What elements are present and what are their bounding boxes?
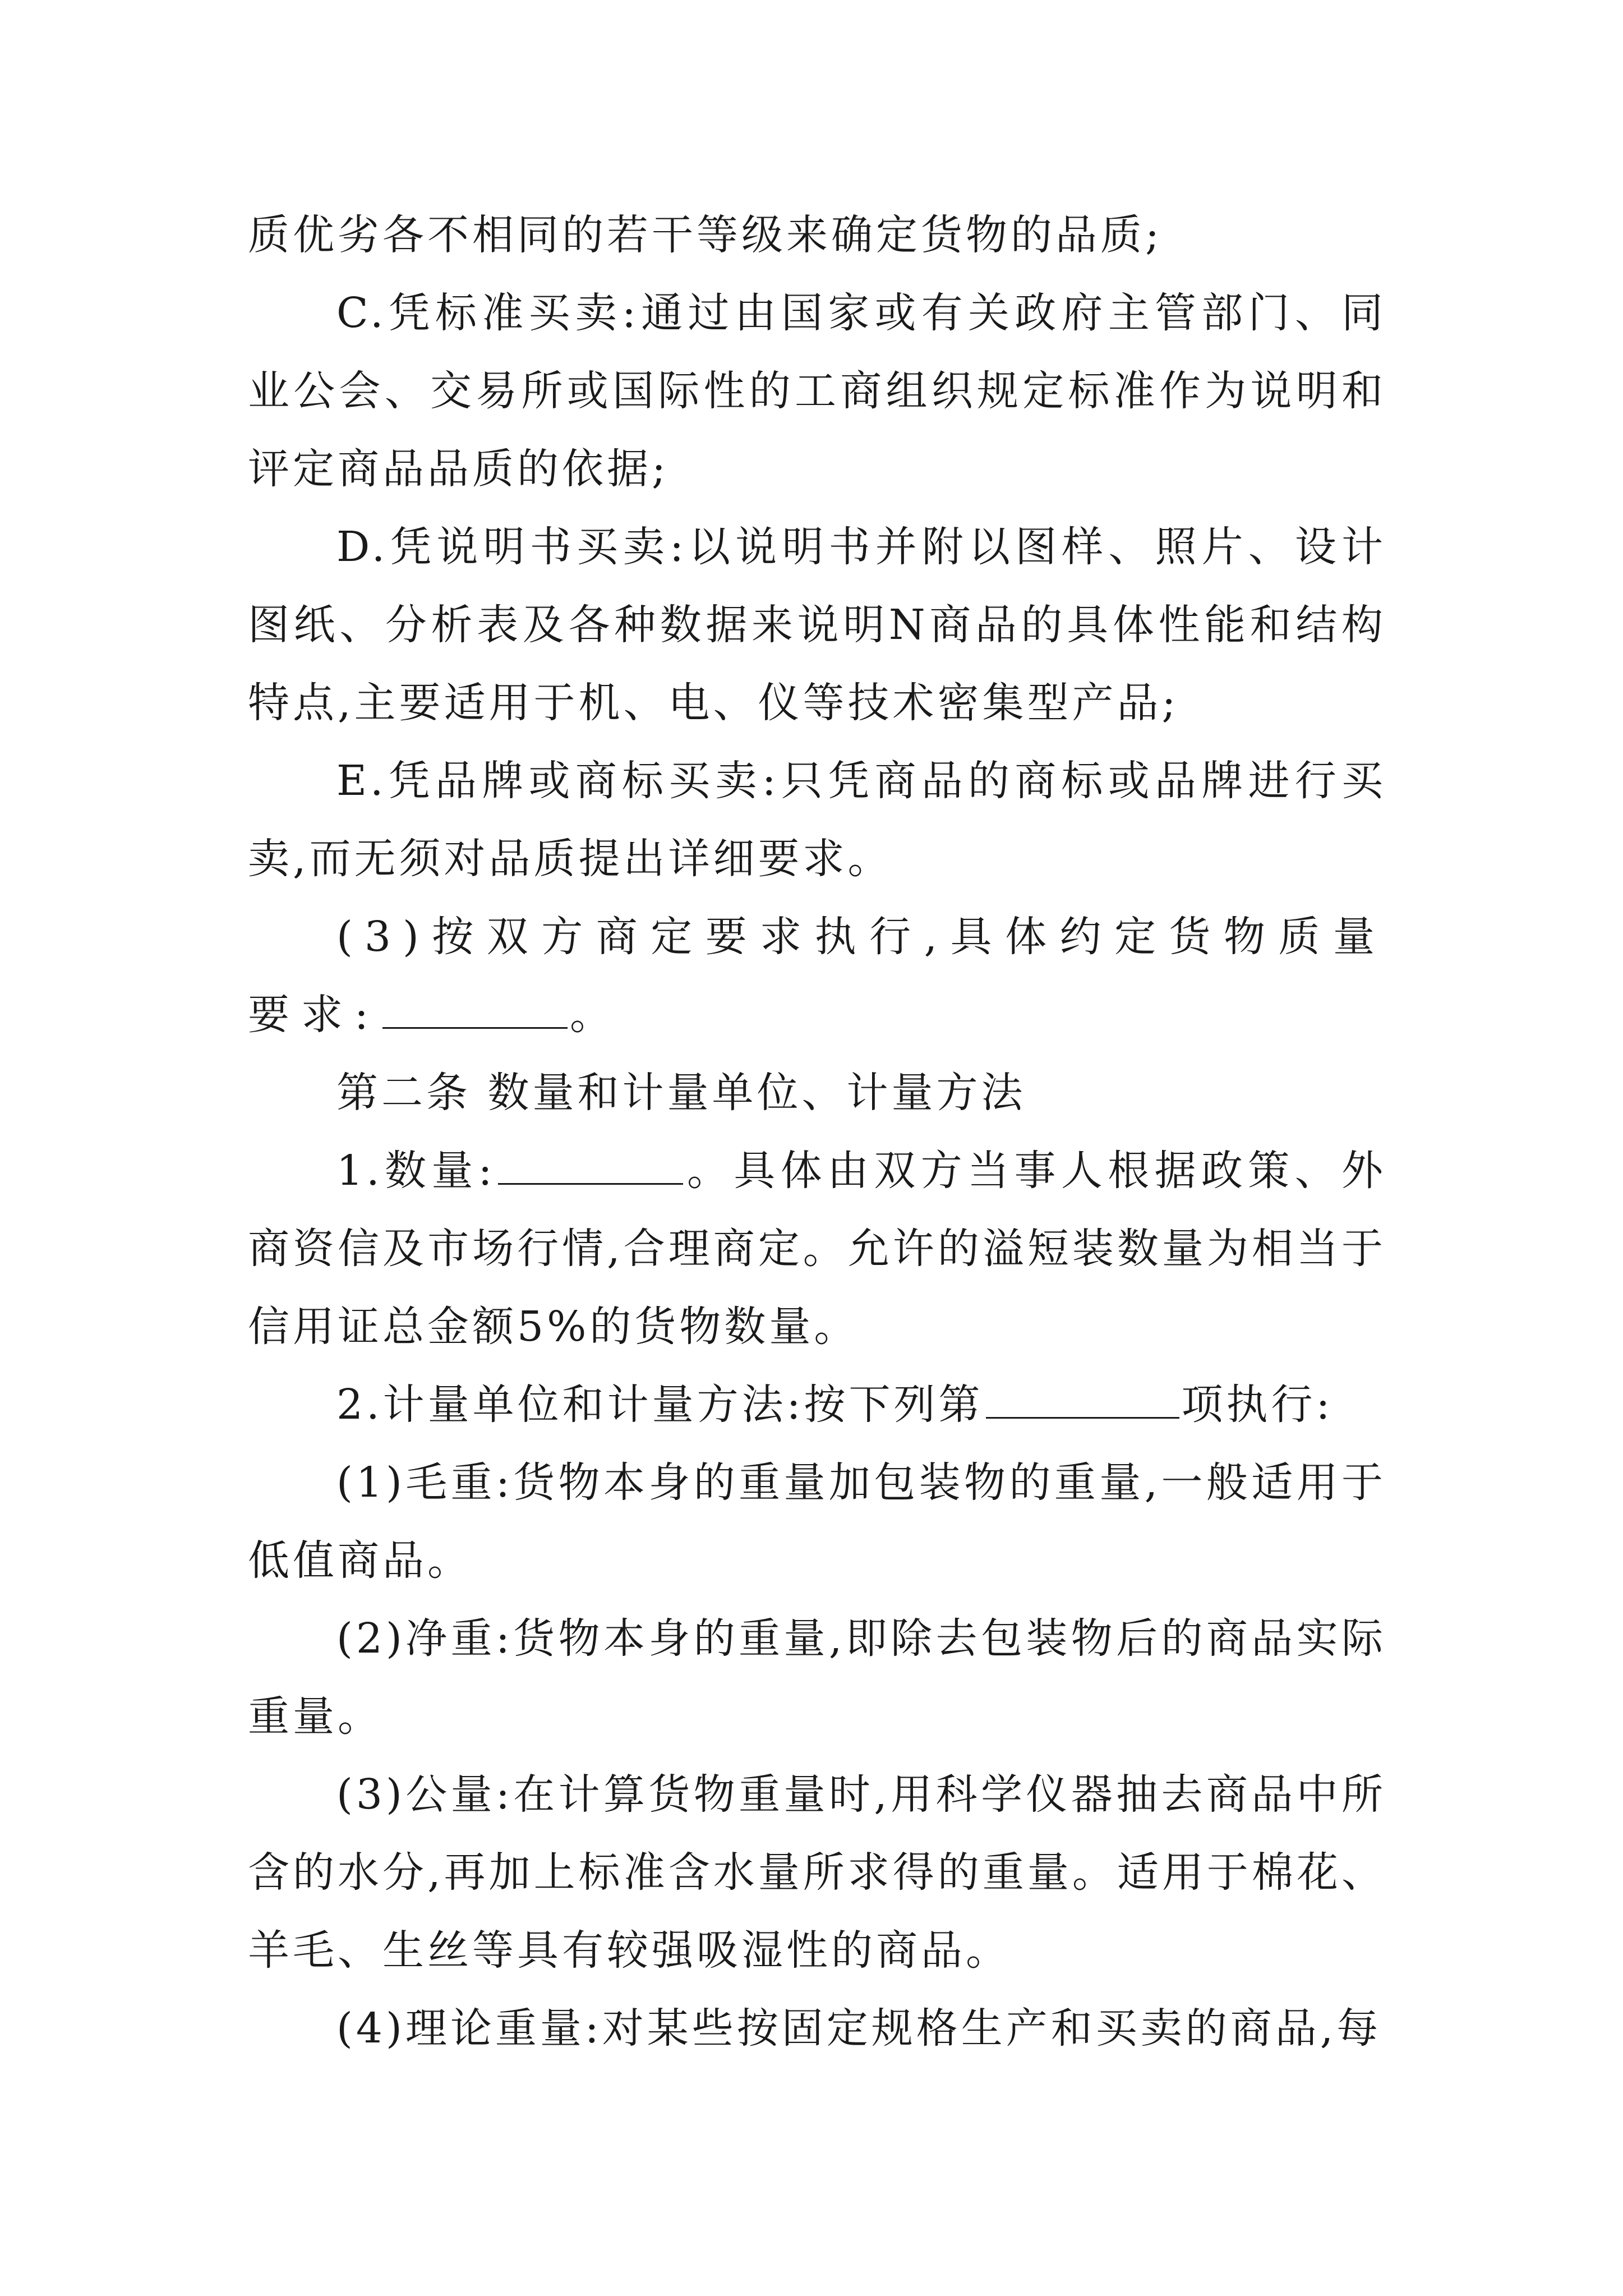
- measurement-method-end: 项执行:: [1181, 1381, 1334, 1429]
- paragraph-quality-grades-continued: 质优劣各不相同的若干等级来确定货物的品质;: [248, 211, 1163, 259]
- paragraph-theoretical-weight: (4)理论重量:对某些按固定规格生产和买卖的商品,每: [336, 2004, 1382, 2053]
- document-body: [248, 196, 1386, 2068]
- paragraph-measurement-method: [248, 1366, 1386, 1444]
- measurement-option-blank[interactable]: [986, 1378, 1179, 1419]
- paragraph-sale-by-standard: C.凭标准买卖:通过由国家或有关政府主管部门、同业公会、交易所或国际性的工商组织规定标准作为说明和评定商品品质的依据;: [248, 289, 1386, 493]
- paragraph-sale-by-specification: D.凭说明书买卖:以说明书并附以图样、照片、设计图纸、分析表及各种数据来说明N商品的具体性能和结构特点,主要适用于机、电、仪等技术密集型产品;: [248, 523, 1386, 727]
- paragraph-gross-weight: (1)毛重:货物本身的重量加包装物的重量,一般适用于低值商品。: [248, 1458, 1386, 1585]
- paragraph-quality-agreement: [248, 898, 1386, 1054]
- paragraph-quantity: [248, 1132, 1386, 1366]
- quantity-label: 1.数量:: [336, 1147, 496, 1195]
- quality-agreement-end: 。: [569, 991, 623, 1039]
- quality-agreement-text: (3)按双方商定要求执行,具体约定货物质量要求:: [248, 913, 1386, 1039]
- article-2-heading: 第二条 数量和计量单位、计量方法: [336, 1069, 1026, 1117]
- paragraph-sale-by-brand: E.凭品牌或商标买卖:只凭商品的商标或品牌进行买卖,而无须对品质提出详细要求。: [248, 757, 1386, 883]
- quantity-blank[interactable]: [498, 1144, 683, 1185]
- paragraph-net-weight: (2)净重:货物本身的重量,即除去包装物后的商品实际重量。: [248, 1614, 1386, 1741]
- measurement-method-label: 2.计量单位和计量方法:按下列第: [336, 1381, 984, 1429]
- paragraph-conditioned-weight: (3)公量:在计算货物重量时,用科学仪器抽去商品中所含的水分,再加上标准含水量所求得的重量。适用于棉花、羊毛、生丝等具有较强吸湿性的商品。: [248, 1770, 1386, 1975]
- quality-requirement-blank[interactable]: [382, 988, 568, 1029]
- quantity-description: 。具体由双方当事人根据政策、外商资信及市场行情,合理商定。允许的溢短装数量为相当于信用证总金额5%的货物数量。: [248, 1147, 1387, 1351]
